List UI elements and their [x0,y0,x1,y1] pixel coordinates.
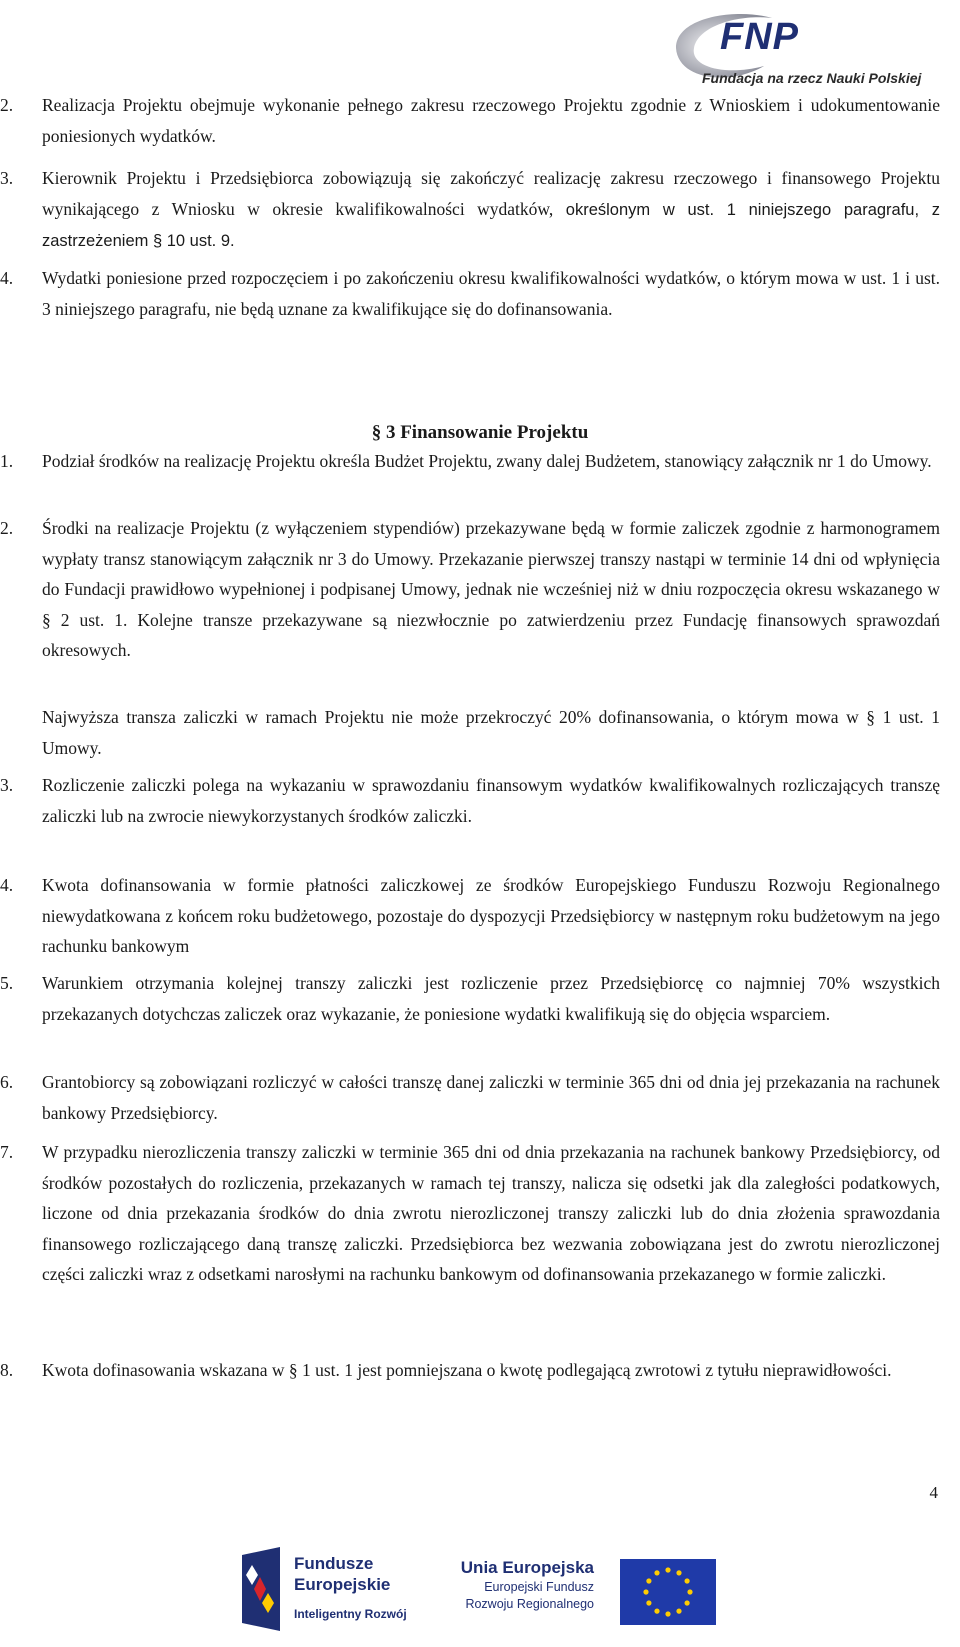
unia-europejska-text [456,1557,594,1613]
fundusze-europejskie-text [294,1553,390,1595]
paragraph-item [0,163,941,257]
item-number: 2. [0,95,14,115]
eu-star [646,1578,651,1583]
paragraph-item [0,513,940,666]
paragraph-item [0,1137,940,1290]
paragraph-item [0,446,940,477]
item-text: Warunkiem otrzymania kolejnej transzy zaliczki jest rozliczenie przez Przedsiębiorcę co najmniej 70% wszystkich przekazanych dotychczas zaliczek oraz wykazanie, że poniesione wydatki kwalifikują się do objęcia wsparciem. [42,973,940,1024]
ue-sub2: Rozwoju Regionalnego [465,1597,594,1611]
paragraph-continuation [42,702,940,763]
paragraph-item [0,90,940,151]
ue-sub1: Europejski Fundusz [484,1580,594,1594]
page-number: 4 [929,1483,938,1502]
paragraph-item [0,870,940,962]
fe-line2: Europejskie [294,1575,391,1594]
item-number: 7. [0,1142,14,1162]
eu-star [685,1578,690,1583]
fundusze-europejskie-logo [240,1545,440,1635]
item-text: Kwota dofinansowania w formie płatności zaliczkowej ze środków Europejskiego Funduszu Rozwoju Regionalnego niewydatkowana z końcem roku budżetowego, pozostaje do dyspozycji Przedsiębiorcy w następnym roku budżetowym na jego rachunku bankowym [42,875,940,956]
item-number: 6. [0,1072,14,1092]
item-number: 3. [0,775,14,795]
paragraph-item [0,1355,940,1386]
item-text: Kwota dofinasowania wskazana w § 1 ust. 1 jest pomniejszana o kwotę podlegającą zwrotowi z tytułu nieprawidłowości. [42,1360,892,1380]
eu-flag-icon [620,1559,716,1625]
section-heading: § 3 Finansowanie Projektu [371,422,589,443]
item-number: 8. [0,1360,14,1380]
eu-star [676,1570,681,1575]
item-text: Podział środków na realizację Projektu określa Budżet Projektu, zwany dalej Budżetem, stanowiący załącznik nr 1 do Umowy. [42,451,932,471]
eu-star [665,1567,670,1572]
item-text: Wydatki poniesione przed rozpoczęciem i po zakończeniu okresu kwalifikowalności wydatków, o którym mowa w ust. 1 i ust. 3 niniejszego paragrafu, nie będą uznane za kwalifikujące się do dofinansowania. [42,268,940,319]
item-text-sans: określonym w ust. 1 niniejszego paragrafu, z zastrzeżeniem § 10 ust. 9. [42,200,941,250]
item-number: 4. [0,875,14,895]
item-text: Kierownik Projektu i Przedsiębiorca zobowiązują się zakończyć realizację zakresu rzeczowego i finansowego Projektu wynikającego z Wniosku w okresie kwalifikowalności wydatków, [42,168,940,219]
fe-line1: Fundusze [294,1554,374,1573]
item-text: Najwyższa transza zaliczki w ramach Projektu nie może przekroczyć 20% dofinansowania, o którym mowa w § 1 ust. 1 Umowy. [42,707,940,758]
item-number: 4. [0,268,14,288]
item-number: 3. [0,168,14,188]
eu-star [685,1600,690,1605]
item-text: Środki na realizacje Projektu (z wyłączeniem stypendiów) przekazywane będą w formie zaliczek zgodnie z harmonogramem wypłaty transz stanowiącym załącznik nr 3 do Umowy. Przekazanie pierwszej transzy nastąpi w terminie 14 dni od wpłynięcia do Fundacji prawidłowo wypełnionej i podpisanej Umowy, jednak nie wcześniej niż w dniu rozpoczęcia okresu wskazanego w § 2 ust. 1. Kolejne transze przekazywane są niezwłocznie po zatwierdzeniu przez Fundację finansowych sprawozdań okresowych. [42,518,940,660]
eu-star [654,1570,659,1575]
paragraph-item [0,770,940,831]
item-number: 5. [0,973,14,993]
item-text: Realizacja Projektu obejmuje wykonanie pełnego zakresu rzeczowego Projektu zgodnie z Wnioskiem i udokumentowanie poniesionych wydatków. [42,95,940,146]
eu-stars-icon [620,1559,716,1625]
eu-star [665,1611,670,1616]
eu-star [654,1609,659,1614]
unia-europejska-logo [456,1557,736,1635]
fnp-logo [668,6,956,94]
paragraph-item [0,1067,940,1128]
ue-title: Unia Europejska [460,1558,594,1577]
paragraph-item [0,968,940,1029]
item-number: 1. [0,451,14,471]
footer-logos [0,1545,960,1640]
eu-star [676,1609,681,1614]
item-text: W przypadku nierozliczenia transzy zaliczki w terminie 365 dni od dnia przekazania na rachunek bankowy Przedsiębiorcy, od środków pozostałych do rozliczenia, przekazanych w ramach tej transzy, nalicza się odsetki jak dla zaległości podatkowych, liczone od dnia przekazania środków do dnia zwrotu nierozliczonej transzy zaliczki lub do dnia złożenia sprawozdania finansowego rozliczającego daną transzę zaliczki. Przedsiębiorca bez wezwania zobowiązana jest do zwrotu nierozliczonej części zaliczki wraz z odsetkami narosłymi na rachunku bankowym od dofinansowania przekazanego w formie zaliczki. [42,1142,940,1284]
paragraph-item [0,263,940,324]
item-number: 2. [0,518,14,538]
eu-star [687,1589,692,1594]
item-text: Grantobiorcy są zobowiązani rozliczyć w całości transzę danej zaliczki w terminie 365 dni od dnia jej przekazania na rachunek bankowy Przedsiębiorcy. [42,1072,940,1123]
eu-star [646,1600,651,1605]
eu-star [643,1589,648,1594]
item-text: Rozliczenie zaliczki polega na wykazaniu w sprawozdaniu finansowym wydatków kwalifikowalnych rozliczających transzę zaliczki lub na zwrocie niewykorzystanych środków zaliczki. [42,775,940,826]
fnp-logo-letters: FNP [720,16,799,58]
fundusze-europejskie-mark-icon [240,1545,288,1633]
fe-subtitle: Inteligentny Rozwój [294,1607,407,1621]
fnp-logo-tagline: Fundacja na rzecz Nauki Polskiej [702,70,922,86]
